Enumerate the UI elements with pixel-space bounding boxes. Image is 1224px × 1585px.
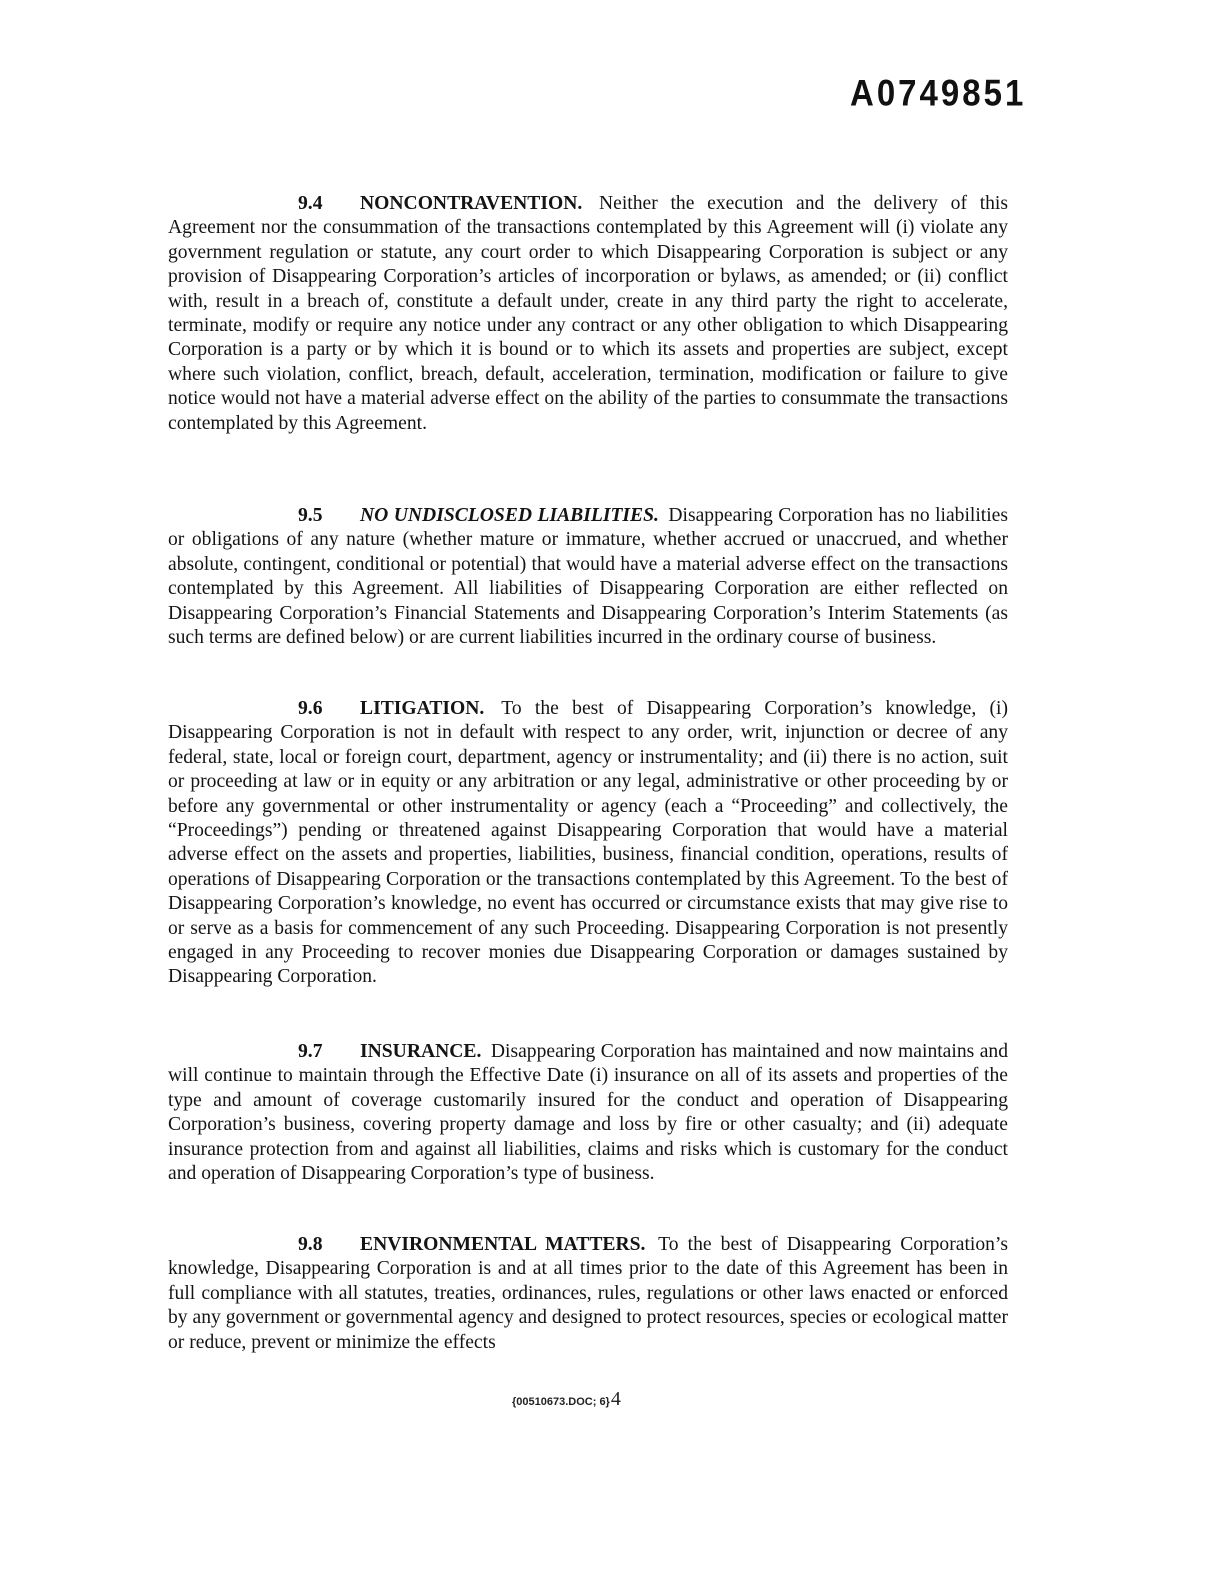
section-number: 9.5 — [298, 505, 323, 526]
footer-doc-ref: {00510673.DOC; 6} — [512, 1396, 610, 1408]
section-body: Neither the execution and the delivery of this Agreement nor the consummation of the transactions contemplated by this Agreement will (i) violate any government regulation or statute, any court order to which Disappearing Corporation is subject or any provision of Disappearing Corporation’s articles of incorporation or bylaws, as amended; or (ii) conflict with, result in a breach of, constitute a default under, create in any third party the right to accelerate, terminate, modify or require any notice under any contract or any other obligation to which Disappearing Corporation is a party or by which it is bound or to which its assets and properties are subject, except where such violation, conflict, breach, default, acceleration, termination, modification or failure to give notice would not have a material adverse effect on the ability of the parties to consummate the transactions contemplated by this Agreement. — [168, 193, 1008, 434]
section-9-4 — [168, 192, 1008, 436]
section-title: NONCONTRAVENTION. — [360, 193, 583, 214]
section-number: 9.7 — [298, 1041, 323, 1062]
page-number: 4 — [610, 1388, 621, 1410]
section-body: Disappearing Corporation has maintained and now maintains and will continue to maintain through the Effective Date (i) insurance on all of its assets and properties of the type and amount of coverage customarily insured for the conduct and operation of Disappearing Corporation’s business, covering property damage and loss by fire or other casualty; and (ii) adequate insurance protection from and against all liabilities, claims and risks which is customary for the conduct and operation of Disappearing Corporation’s type of business. — [168, 1041, 1009, 1185]
section-number: 9.8 — [298, 1234, 323, 1255]
section-title: NO UNDISCLOSED LIABILITIES. — [360, 505, 659, 526]
document-id: A0749851 — [850, 72, 1027, 114]
section-number: 9.4 — [298, 193, 323, 214]
section-9-7 — [168, 1040, 1008, 1186]
page-footer — [512, 1388, 621, 1411]
section-body: To the best of Disappearing Corporation’s knowledge, Disappearing Corporation is and at all times prior to the date of this Agreement has been in full compliance with all statutes, treaties, ordinances, rules, regulations or other laws enacted or enforced by any government or governmental agency and designed to protect resources, species or ecological matter or reduce, prevent or minimize the effects — [168, 1234, 1008, 1353]
section-body: To the best of Disappearing Corporation’s knowledge, (i) Disappearing Corporation is not in default with respect to any order, writ, injunction or decree of any federal, state, local or foreign court, department, agency or instrumentality; and (ii) there is no action, suit or proceeding at law or in equity or any arbitration or any legal, administrative or other proceeding by or before any governmental or other instrumentality or agency (each a “Proceeding” and collectively, the “Proceedings”) pending or threatened against Disappearing Corporation that would have a material adverse effect on the assets and properties, liabilities, business, financial condition, operations, results of operations of Disappearing Corporation or the transactions contemplated by this Agreement. To the best of Disappearing Corporation’s knowledge, no event has occurred or circumstance exists that may give rise to or serve as a basis for commencement of any such Proceeding. Disappearing Corporation is not presently engaged in any Proceeding to recover monies due Disappearing Corporation or damages sustained by Disappearing Corporation. — [168, 698, 1009, 988]
section-9-5 — [168, 504, 1008, 650]
section-title: ENVIRONMENTAL MATTERS. — [360, 1234, 646, 1255]
section-title: INSURANCE. — [360, 1041, 482, 1062]
section-number: 9.6 — [298, 698, 323, 719]
section-title: LITIGATION. — [360, 698, 485, 719]
section-body: Disappearing Corporation has no liabilities or obligations of any nature (whether mature or immature, whether accrued or unaccrued, and whether absolute, contingent, conditional or potential) that would have a material adverse effect on the transactions contemplated by this Agreement. All liabilities of Disappearing Corporation are either reflected on Disappearing Corporation’s Financial Statements and Disappearing Corporation’s Interim Statements (as such terms are defined below) or are current liabilities incurred in the ordinary course of business. — [168, 505, 1008, 649]
section-9-6 — [168, 697, 1008, 990]
section-9-8 — [168, 1233, 1008, 1355]
